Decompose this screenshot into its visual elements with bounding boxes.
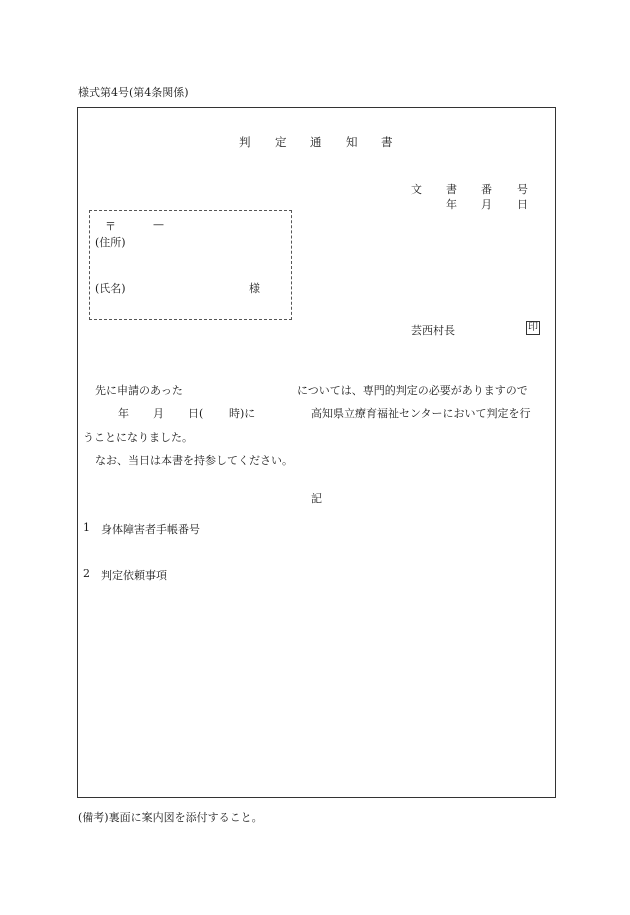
form-label: 様式第4号(第4条関係) — [78, 86, 189, 99]
address-label: (住所) — [95, 236, 126, 249]
footnote: (備考)裏面に案内図を添付すること。 — [78, 811, 263, 824]
postal-dash: — — [153, 218, 164, 231]
honorific: 様 — [249, 282, 260, 295]
sender-name: 芸西村長 — [411, 324, 455, 337]
postal-mark: 〒 — [105, 220, 116, 233]
title-char: 判 — [239, 135, 251, 149]
name-label: (氏名) — [95, 282, 126, 295]
title-char: 通 — [310, 135, 322, 149]
seal-mark: 印 — [528, 322, 538, 333]
title-char: 定 — [275, 135, 287, 149]
title-char: 書 — [381, 135, 393, 149]
ki-heading: 記 — [311, 492, 322, 505]
title-char: 知 — [346, 135, 358, 149]
address-box — [89, 210, 292, 320]
